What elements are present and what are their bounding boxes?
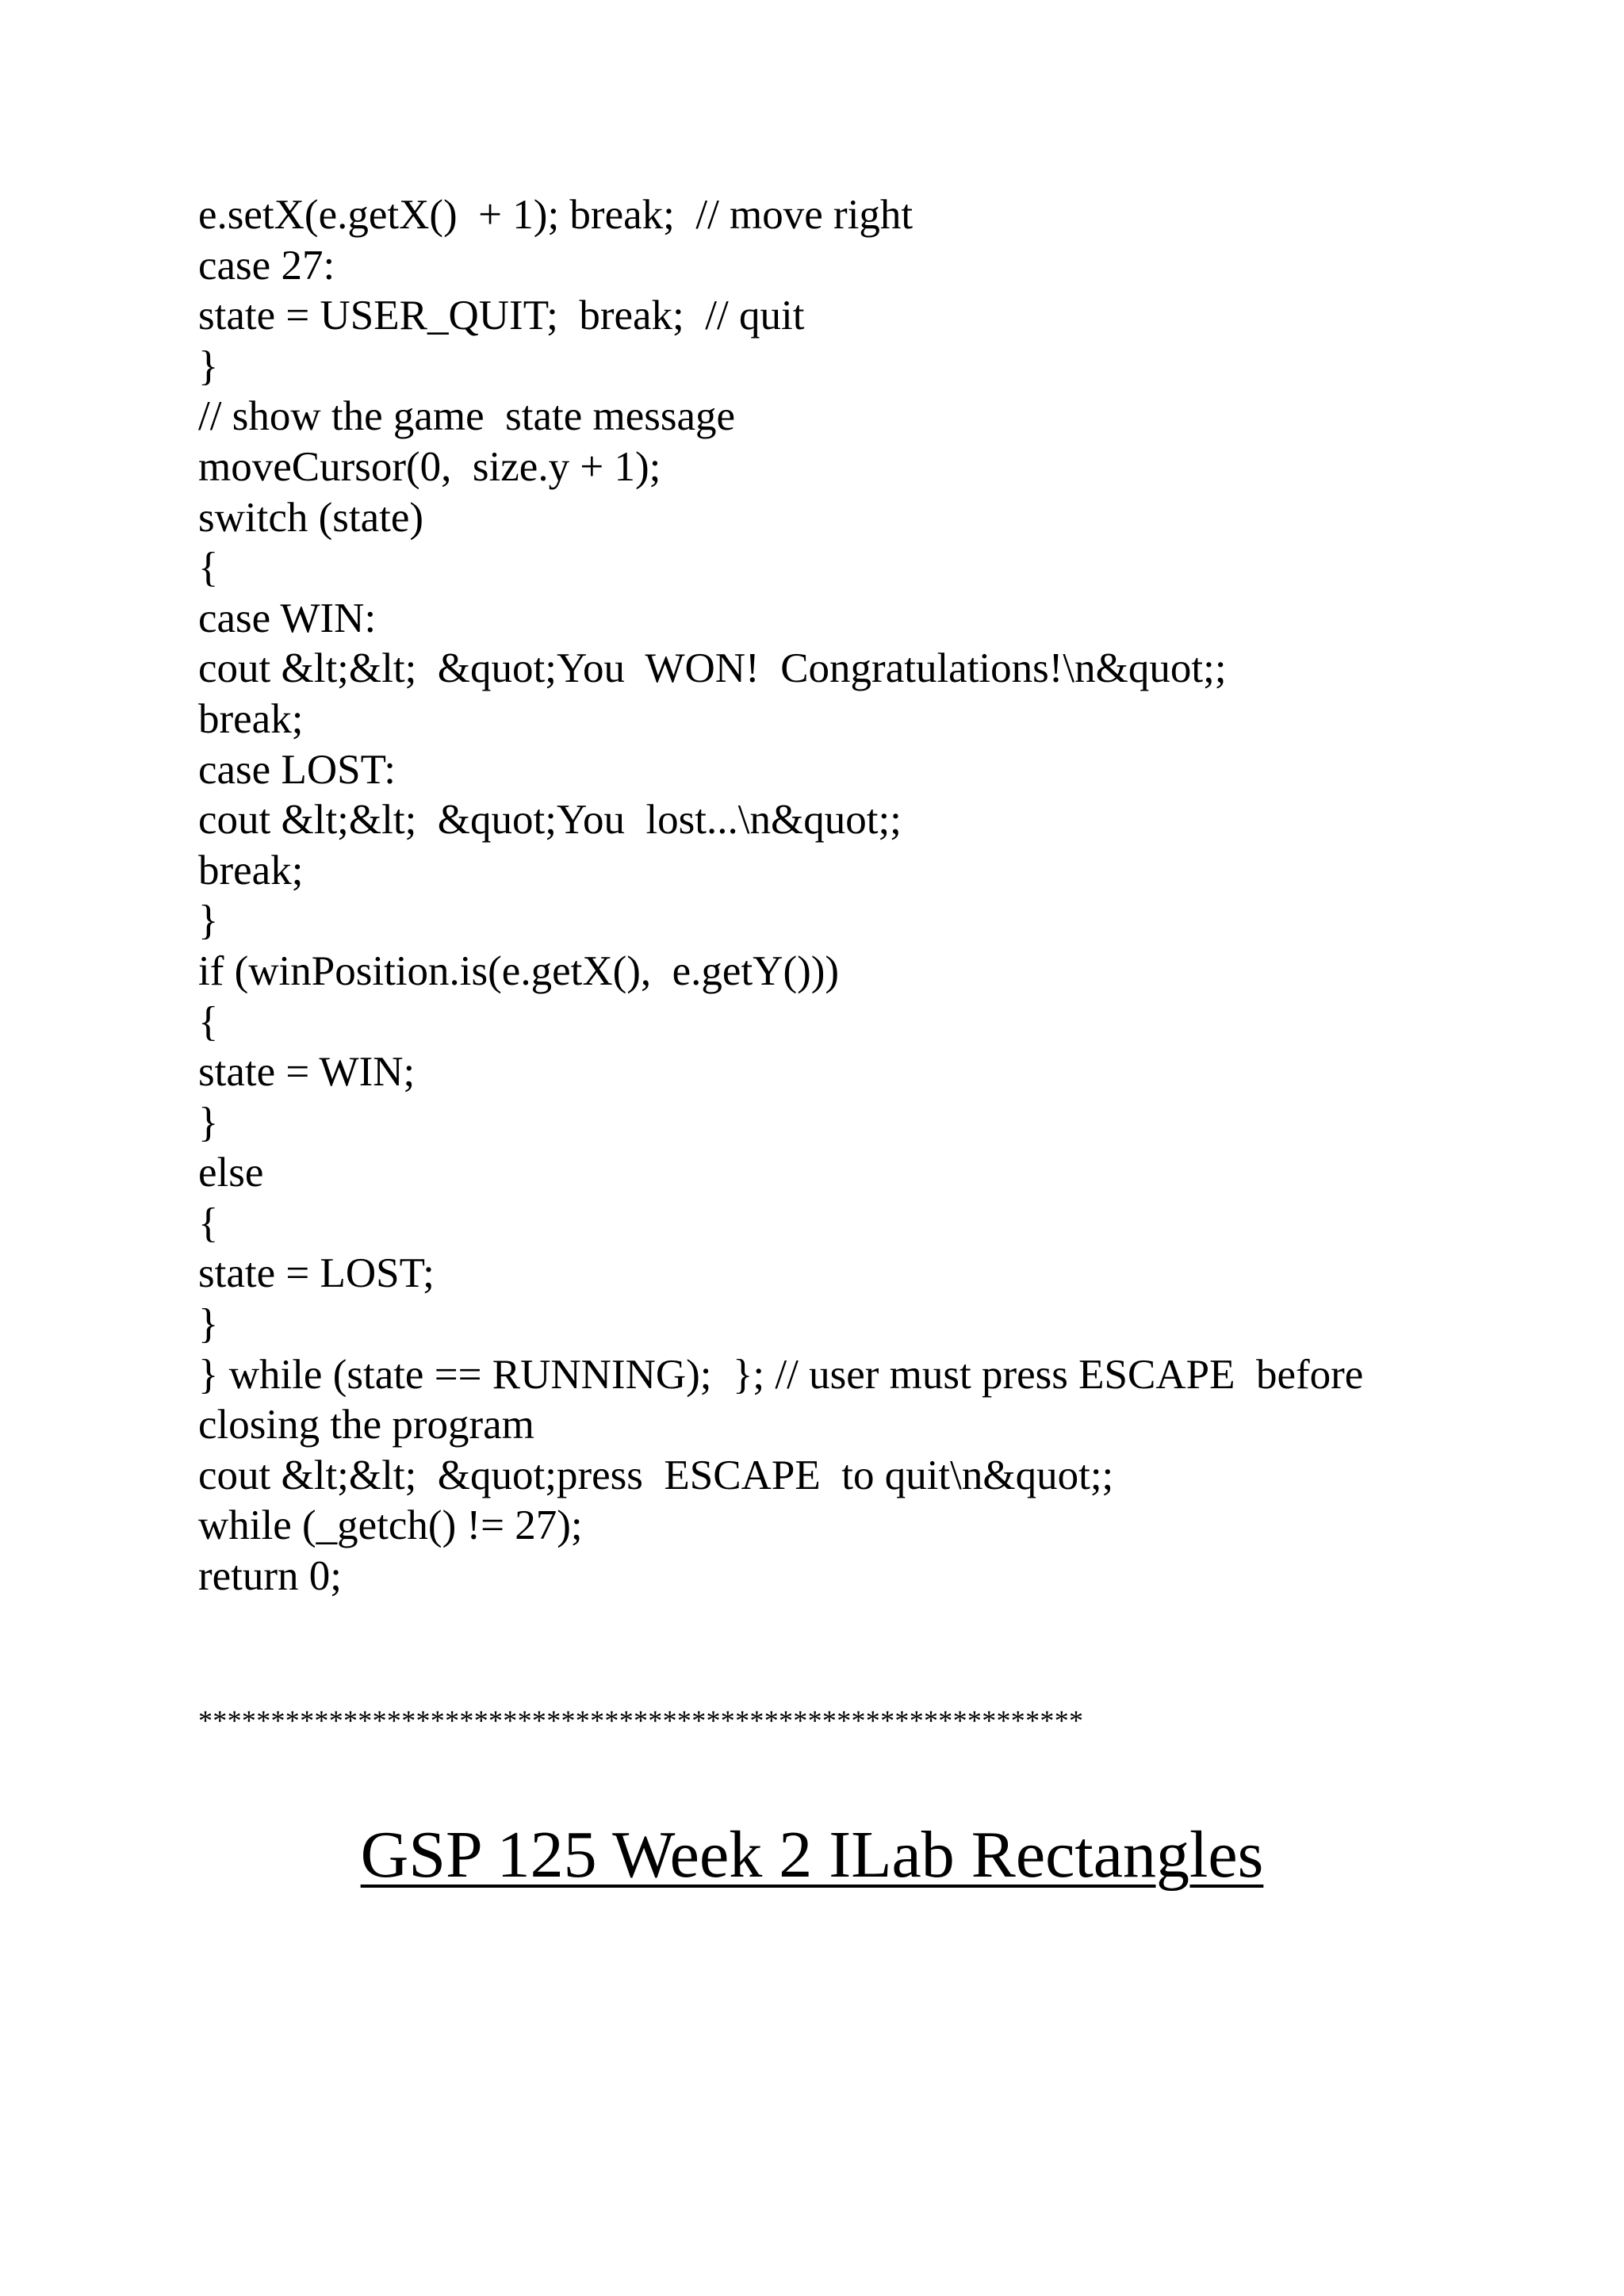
code-line: case WIN: bbox=[198, 595, 377, 641]
code-line: if (winPosition.is(e.getX(), e.getY())) bbox=[198, 947, 840, 994]
code-line: } bbox=[198, 1301, 219, 1348]
code-line: // show the game state message bbox=[198, 393, 736, 440]
code-line: state = WIN; bbox=[198, 1049, 416, 1096]
code-line: else bbox=[198, 1150, 264, 1196]
code-line: case LOST: bbox=[198, 746, 396, 793]
code-line: } bbox=[198, 1099, 219, 1146]
code-line: { bbox=[198, 1200, 219, 1246]
code-line: { bbox=[198, 545, 219, 591]
code-line: state = USER_QUIT; break; // quit bbox=[198, 293, 805, 339]
code-line: break; bbox=[198, 695, 304, 742]
code-line: cout &lt;&lt; &quot;You WON! Congratulations!\n&quot;; bbox=[198, 645, 1227, 692]
code-line: } bbox=[198, 342, 219, 389]
code-line: state = LOST; bbox=[198, 1250, 435, 1297]
asterisk-separator: ************************************************************* bbox=[198, 1705, 1084, 1736]
code-line: { bbox=[198, 998, 219, 1045]
code-line: return 0; bbox=[198, 1553, 343, 1600]
code-line: break; bbox=[198, 847, 304, 894]
code-line: moveCursor(0, size.y + 1); bbox=[198, 443, 661, 490]
code-line: while (_getch() != 27); bbox=[198, 1502, 583, 1549]
section-heading: GSP 125 Week 2 ILab Rectangles bbox=[360, 1818, 1264, 1892]
code-line: cout &lt;&lt; &quot;You lost...\n&quot;; bbox=[198, 797, 902, 844]
code-line: e.setX(e.getX() + 1); break; // move right bbox=[198, 192, 914, 238]
code-line: } while (state == RUNNING); }; // user must press ESCAPE before bbox=[198, 1351, 1364, 1398]
code-line: cout &lt;&lt; &quot;press ESCAPE to quit\n&quot;; bbox=[198, 1452, 1114, 1498]
code-line: } bbox=[198, 897, 219, 944]
code-block bbox=[198, 190, 1499, 1602]
code-line: closing the program bbox=[198, 1402, 534, 1448]
code-line: case 27: bbox=[198, 242, 335, 289]
code-line: switch (state) bbox=[198, 494, 424, 541]
